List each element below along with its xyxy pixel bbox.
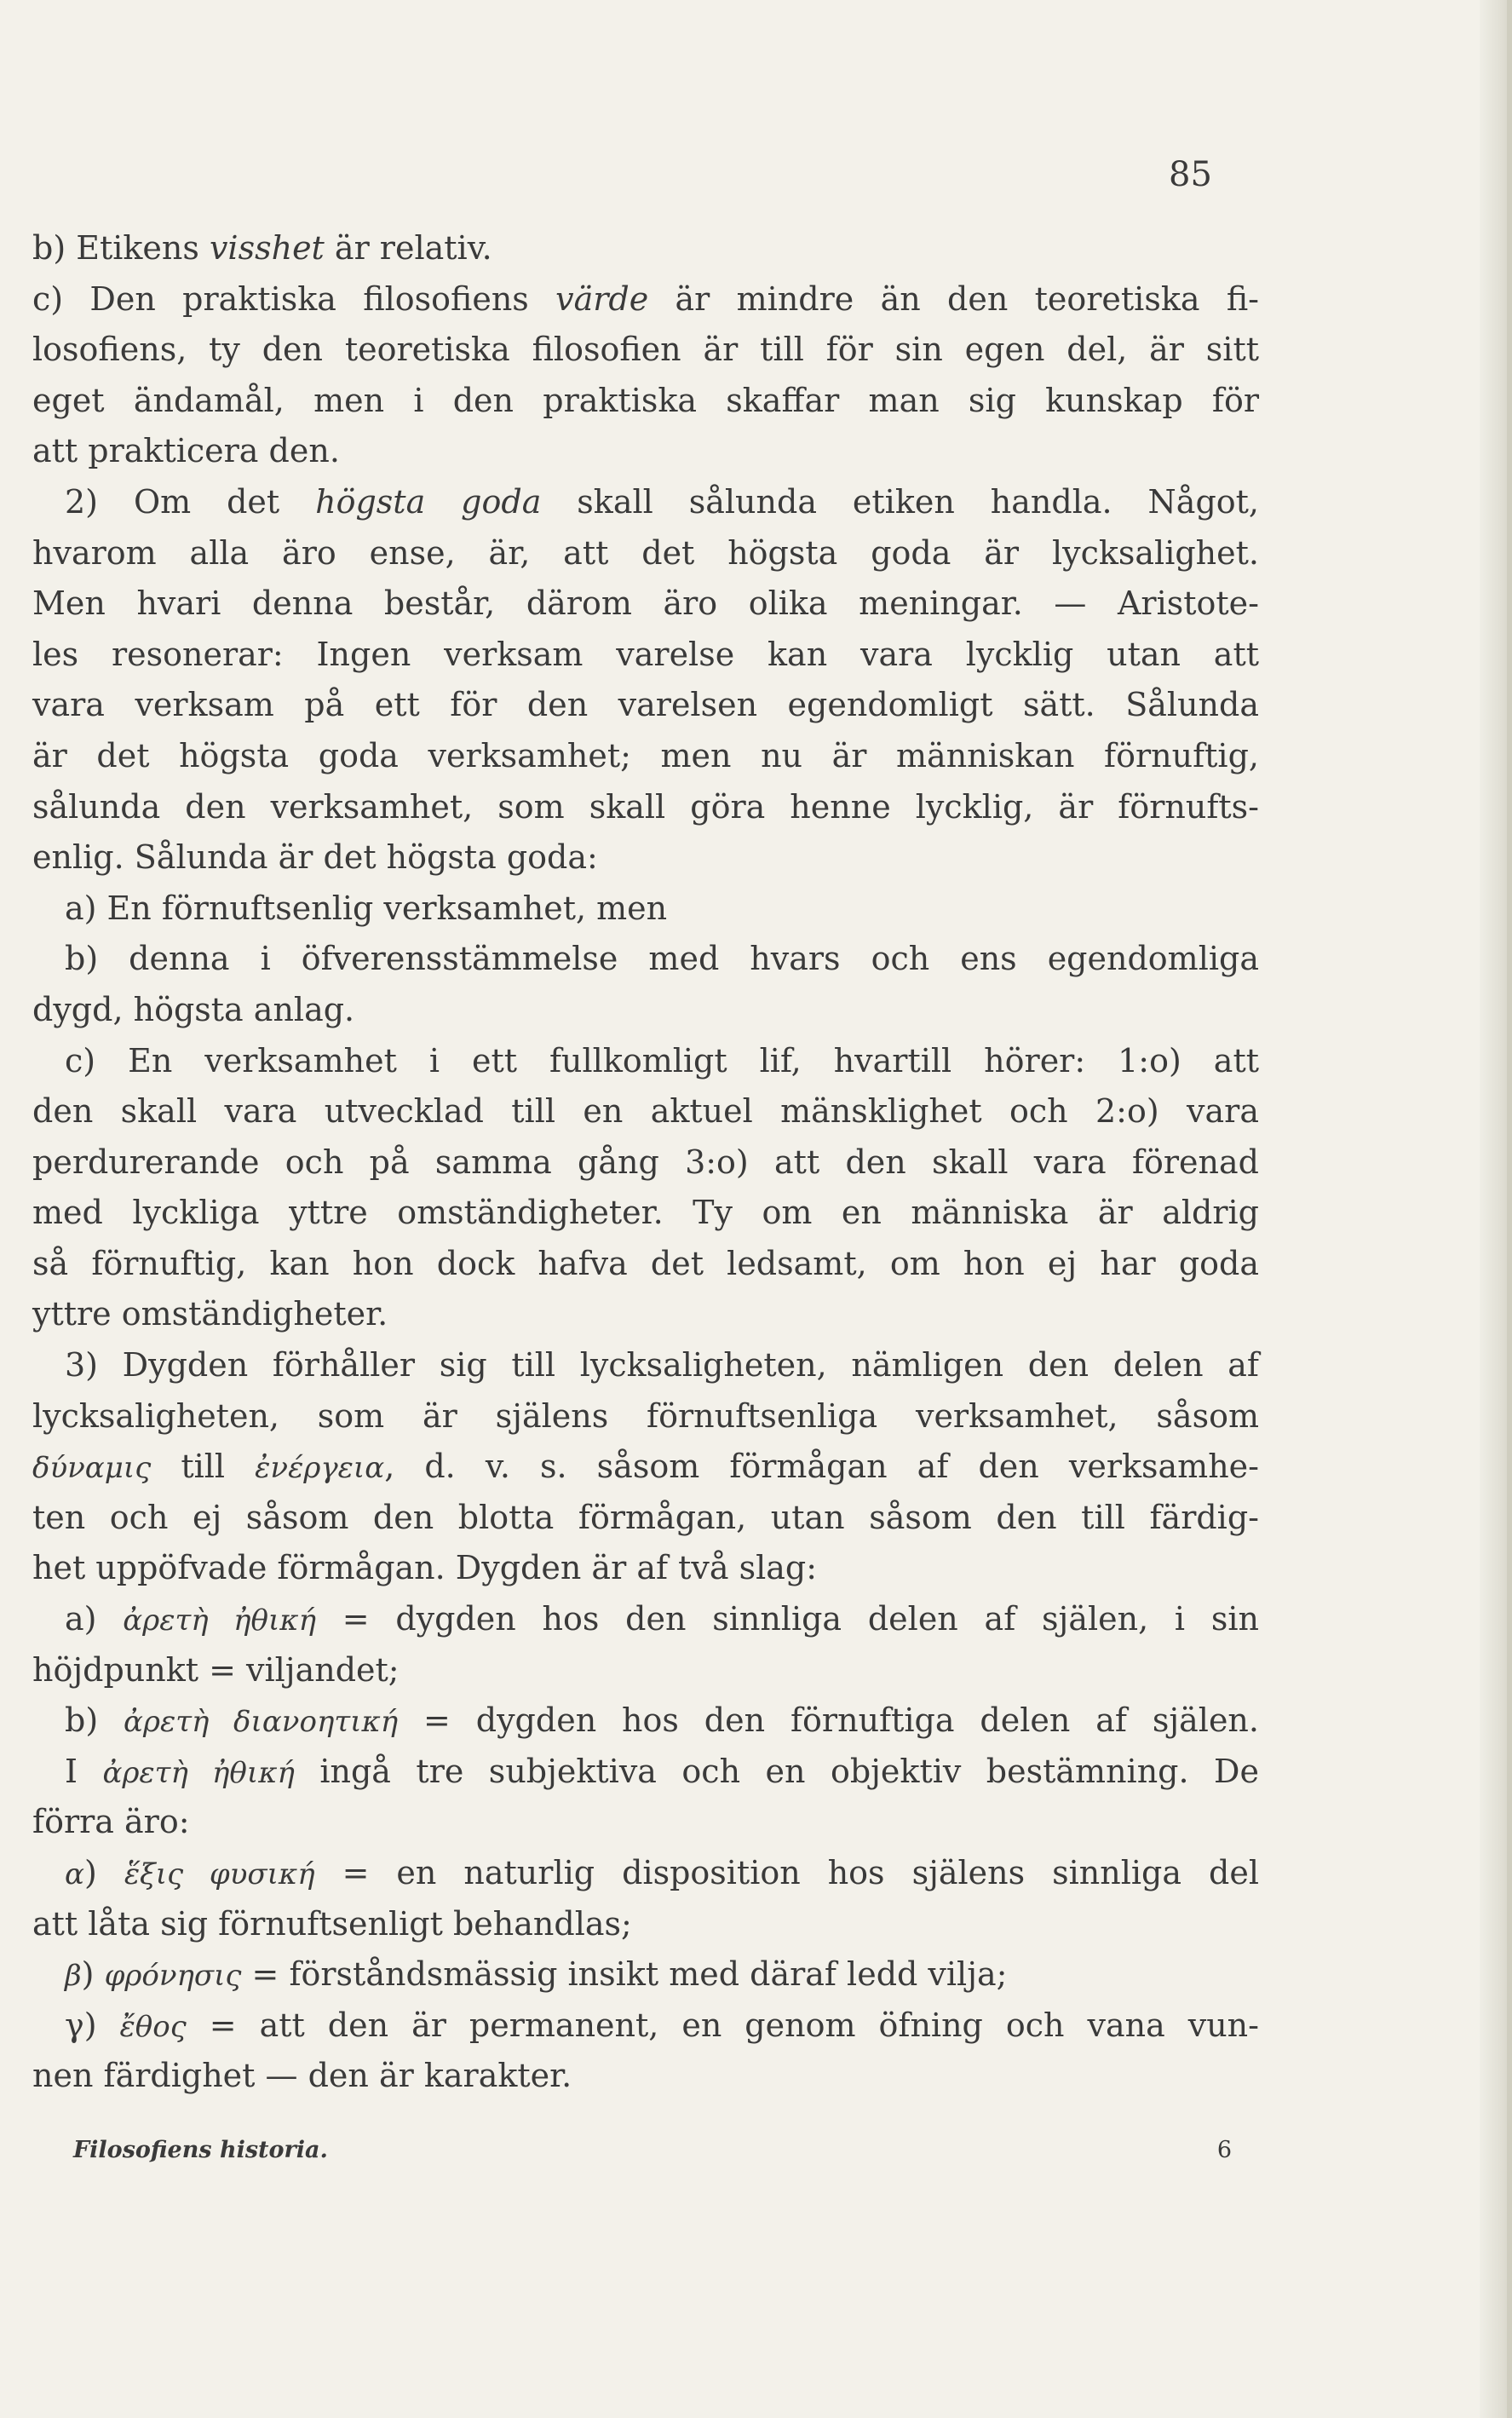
text-line: b) Etikens visshet är relativ. xyxy=(32,229,492,267)
text-line: het uppöfvade förmågan. Dygden är af två slag: xyxy=(32,1549,818,1587)
emphasis: värde xyxy=(555,279,649,318)
text-line: b) ἀρετὴ διανοητική = dygden hos den förnuftiga delen af själen. xyxy=(65,1701,1259,1740)
text-line: 2) Om det högsta goda skall sålunda etiken handla. Något, xyxy=(65,482,1259,521)
text-line: β) φρόνησις = förståndsmässig insikt med däraf ledd vilja; xyxy=(65,1955,1008,1994)
text-line: losofiens, ty den teoretiska filosofien är till för sin egen del, är sitt xyxy=(32,331,1259,369)
text-line: dygd, högsta anlag. xyxy=(32,990,355,1028)
greek-term: ἀρετὴ ἠθική xyxy=(102,1755,295,1790)
text-line: den skall vara utvecklad till en aktuel mänsklighet och 2:o) vara xyxy=(32,1092,1259,1131)
text-line: a) ἀρετὴ ἠθική = dygden hos den sinnliga delen af själen, i sin xyxy=(65,1600,1259,1638)
text-line: nen färdighet — den är karakter. xyxy=(32,2057,572,2095)
greek-term: ἐνέργεια xyxy=(255,1451,385,1486)
text-line: är det högsta goda verksamhet; men nu är människan förnuftig, xyxy=(32,736,1259,774)
text-line: b) denna i öfverensstämmelse med hvars och ens egendomliga xyxy=(65,940,1259,978)
text-line: ten och ej såsom den blotta förmågan, utan såsom den till färdig- xyxy=(32,1498,1259,1536)
emphasis: visshet xyxy=(209,229,325,267)
text-line: γ) ἔθος = att den är permanent, en genom öfning och vana vun- xyxy=(65,2006,1259,2044)
text-line: les resonerar: Ingen verksam varelse kan vara lycklig utan att xyxy=(32,635,1259,673)
text-line: eget ändamål, men i den praktiska skaffar man sig kunskap för xyxy=(32,381,1259,419)
text-line: a) En förnuftsenlig verksamhet, men xyxy=(65,889,668,927)
footer xyxy=(73,2137,1232,2163)
signature-mark: 6 xyxy=(1216,2137,1232,2163)
text-line: hvarom alla äro ense, är, att det högsta goda är lycksalighet. xyxy=(32,533,1259,572)
greek-term: ἀρετὴ διανοητική xyxy=(124,1705,399,1740)
text-line: c) Den praktiska filosofiens värde är mindre än den teoretiska fi- xyxy=(32,279,1260,318)
footer-title: Filosofiens historia. xyxy=(73,2137,328,2163)
text-line: perdurerande och på samma gång 3:o) att den skall vara förenad xyxy=(32,1143,1259,1181)
greek-term: ἀρετὴ ἠθική xyxy=(123,1603,316,1638)
text-line: yttre omständigheter. xyxy=(32,1295,388,1333)
text-line: så förnuftig, kan hon dock hafva det ledsamt, om hon ej har goda xyxy=(32,1244,1259,1282)
text-line: att prakticera den. xyxy=(32,432,340,470)
page-edge-shadow xyxy=(1507,0,1512,2418)
page-number: 85 xyxy=(1169,155,1212,194)
text-line: lycksaligheten, som är själens förnuftsenliga verksamhet, såsom xyxy=(32,1396,1259,1435)
text-line: δύναμις till ἐνέργεια, d. v. s. såsom förmågan af den verksamhe- xyxy=(32,1448,1259,1486)
greek-term: φρόνησις xyxy=(104,1959,242,1994)
greek-term: ἔθος xyxy=(119,2009,187,2044)
text-line: förra äro: xyxy=(32,1803,190,1841)
text-line: vara verksam på ett för den varelsen egendomligt sätt. Sålunda xyxy=(32,686,1259,724)
body-text xyxy=(32,223,1259,2102)
text-line: 3) Dygden förhåller sig till lycksaligheten, nämligen den delen af xyxy=(65,1346,1259,1385)
text-line: med lyckliga yttre omständigheter. Ty om en människa är aldrig xyxy=(32,1194,1259,1232)
greek-term: ἕξις φυσική xyxy=(124,1857,315,1891)
emphasis: högsta goda xyxy=(315,482,542,521)
text-line: enlig. Sålunda är det högsta goda: xyxy=(32,838,598,877)
text-line: c) En verksamhet i ett fullkomligt lif, hvartill hörer: 1:o) att xyxy=(65,1041,1259,1079)
greek-term: δύναμις xyxy=(32,1451,152,1486)
text-line: höjdpunkt = viljandet; xyxy=(32,1650,400,1689)
text-line: Men hvari denna består, därom äro olika meningar. — Aristote- xyxy=(32,584,1259,623)
text-line: α) ἕξις φυσική = en naturlig disposition hos själens sinnliga del xyxy=(65,1854,1259,1891)
text-line: att låta sig förnuftsenligt behandlas; xyxy=(32,1904,632,1943)
text-line: sålunda den verksamhet, som skall göra henne lycklig, är förnufts- xyxy=(32,787,1259,826)
greek-term: α xyxy=(65,1857,84,1891)
greek-term: β xyxy=(65,1959,82,1994)
text-line: I ἀρετὴ ἠθική ingå tre subjektiva och en objektiv bestämning. De xyxy=(65,1752,1259,1790)
